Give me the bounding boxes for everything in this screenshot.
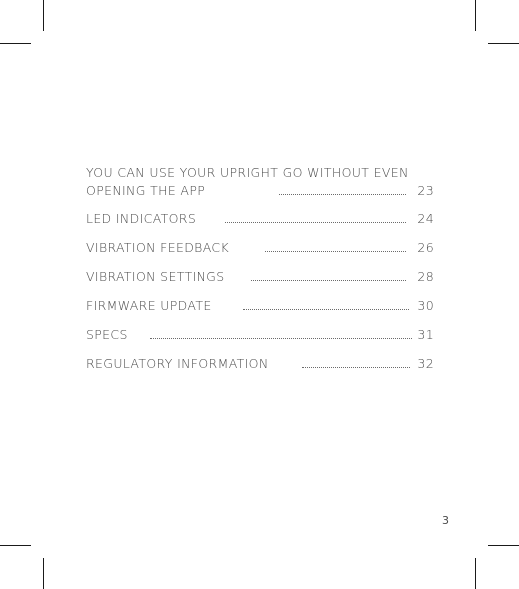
toc-entry-led-indicators[interactable] [86,210,434,228]
crop-mark-top-right-horizontal [488,43,519,44]
crop-mark-bottom-left-horizontal [0,545,31,546]
toc-entry-page: 23 [417,183,434,198]
toc-entry-vibration-settings[interactable] [86,268,434,286]
toc-entry-title: FIRMWARE UPDATE [86,298,212,313]
toc-entry-page: 26 [417,240,434,255]
toc-entry-title: LED INDICATORS [86,211,197,226]
toc-leader-dots [302,367,410,368]
toc-entry-title: SPECS [86,327,128,342]
toc-leader-dots [150,338,412,339]
toc-entry-page: 32 [417,356,434,371]
toc-entry-title-line2: OPENING THE APP [86,183,206,198]
toc-entry-title-line1: YOU CAN USE YOUR UPRIGHT GO WITHOUT EVEN [86,165,409,180]
toc-leader-dots [243,309,409,310]
toc-entry-title: VIBRATION SETTINGS [86,269,225,284]
toc-leader-dots [279,194,406,195]
toc-entry-specs[interactable] [86,326,434,344]
crop-mark-top-right-vertical [475,0,476,31]
toc-entry-title: REGULATORY INFORMATION [86,356,269,371]
toc-entry-firmware-update[interactable] [86,297,434,315]
crop-mark-top-left-vertical [43,0,44,31]
crop-mark-bottom-left-vertical [43,558,44,589]
toc-entry-page: 24 [417,211,434,226]
toc-entry-regulatory-information[interactable] [86,355,434,373]
toc-leader-dots [225,222,406,223]
crop-mark-bottom-right-horizontal [488,545,519,546]
toc-leader-dots [251,280,406,281]
crop-mark-top-left-horizontal [0,43,31,44]
crop-mark-bottom-right-vertical [475,558,476,589]
toc-entry-use-without-app[interactable] [86,164,434,200]
toc-entry-title: VIBRATION FEEDBACK [86,240,230,255]
page-number: 3 [442,514,449,527]
toc-entry-page: 28 [417,269,434,284]
toc-leader-dots [265,251,406,252]
toc-entry-page: 31 [417,327,434,342]
toc-entry-vibration-feedback[interactable] [86,239,434,257]
toc-entry-page: 30 [417,298,434,313]
